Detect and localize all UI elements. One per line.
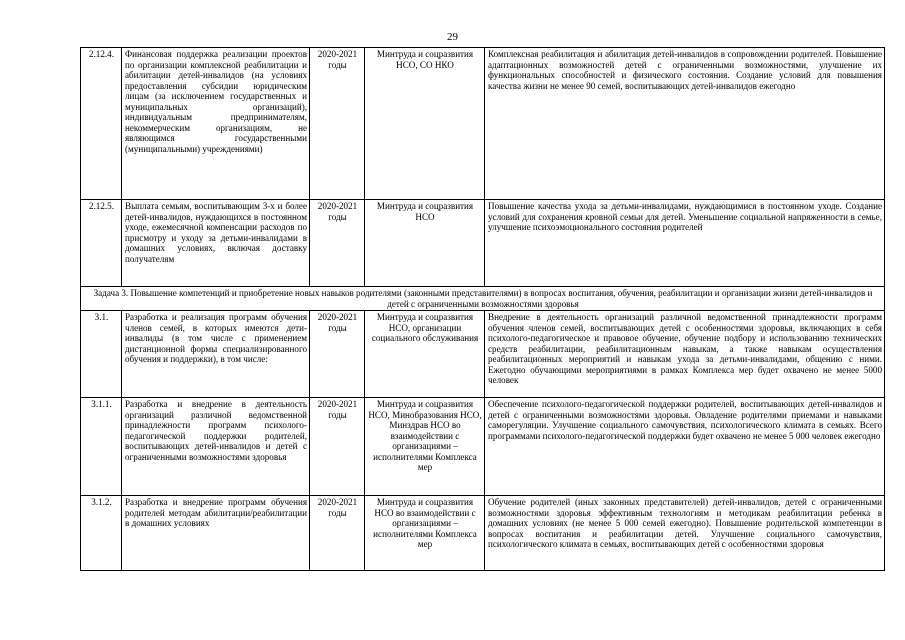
table-row [81,200,885,287]
responsible-executors: Минтруда и соцразвития НСО [365,200,485,287]
expected-result: Комплексная реабилитация и абилитация детей-инвалидов в сопровождении родителей. Повышение адаптационных возможностей детей с ограниченными возможностями, улучшение их функциональных способностей и физического состояния. Создание условий для повышения качества жизни не менее 90 семей, воспитывающих детей-инвалидов ежегодно [485,48,885,200]
expected-result: Обеспечение психолого-педагогической поддержки родителей, воспитывающих детей-инвалидов и детей с ограниченными возможностями здоровья. Овладение родителями приемами и навыками саморегуляции. Улучшение социального самочувствия, психологического климата в семьях. Всего программами психолого-педагогической поддержки будет охвачено не менее 5 000 человек ежегодно [485,398,885,496]
implementation-period: 2020-2021 годы [310,48,365,200]
responsible-executors: Минтруда и соцразвития НСО во взаимодействии с организациями – исполнителями Комплекса мер [365,496,485,571]
implementation-period: 2020-2021 годы [310,496,365,571]
responsible-executors: Минтруда и соцразвития НСО, Минобразования НСО, Минздрав НСО во взаимодействии с организациями – исполнителями Комплекса мер [365,398,485,496]
row-number: 3.1.2. [81,496,122,571]
table-row [81,311,885,398]
expected-result: Обучение родителей (иных законных представителей) детей-инвалидов, детей с ограниченными возможностями здоровья эффективным технологиям и методикам реабилитации ребенка в домашних условиях (не менее 5 000 семей ежегодно). Повышение родительской компетенции в вопросах воспитания и реабилитации детей. Улучшение социального самочувствия, психологического климата в семьях, воспитывающих детей с особенностями здоровья [485,496,885,571]
measure-description: Разработка и внедрение программ обучения родителей методам абилитации/реабилитации в домашних условиях [122,496,310,571]
measure-description: Выплата семьям, воспитывающим 3-х и более детей-инвалидов, нуждающихся в постоянном уходе, ежемесячной компенсации расходов по присмотру и уходу за детьми-инвалидами в домашних условиях, включая доставку получателям [122,200,310,287]
responsible-executors: Минтруда и соцразвития НСО, СО НКО [365,48,485,200]
page-number: 29 [447,31,458,43]
implementation-period: 2020-2021 годы [310,311,365,398]
expected-result: Внедрение в деятельность организаций различной ведомственной принадлежности программ обучения членов семей, воспитывающих детей с особенностями здоровья, включающих в себя психолого-педагогическое и правовое обучение, обучение подбору и использованию технических средств реабилитации, реабилитационным навыкам, а также навыкам осуществления реабилитационных мероприятий и навыкам ухода за детьми-инвалидами, общению с ними. Ежегодно обучающими мероприятиями в рамках Комплекса мер будет охвачено не менее 5000 человек [485,311,885,398]
task-heading-row [81,287,885,311]
measure-description: Разработка и реализация программ обучения членов семей, в которых имеются дети-инвалиды (в том числе с применением дистанционной формы специализированного обучения и поддержки), в том числе: [122,311,310,398]
table-row [81,496,885,571]
measures-table [80,47,885,571]
measure-description: Разработка и внедрение в деятельность организаций различной ведомственной принадлежности программ психолого-педагогической поддержки родителей, воспитывающих детей-инвалидов и детей с ограниченными возможностями здоровья [122,398,310,496]
row-number: 3.1.1. [81,398,122,496]
measure-description: Финансовая поддержка реализации проектов по организации комплексной реабилитации и абилитации детей-инвалидов (на условиях предоставления субсидии юридическим лицам (за исключением государственных и муниципальных организаций), индивидуальным предпринимателям, некоммерческим организациям, не являющимся государственными (муниципальными) учреждениями) [122,48,310,200]
row-number: 3.1. [81,311,122,398]
table-row [81,48,885,200]
task-heading: Задача 3. Повышение компетенций и приобретение новых навыков родителями (законными представителями) в вопросах воспитания, обучения, реабилитации и организации жизни детей-инвалидов и детей с ограниченными возможностями здоровья [81,287,885,311]
implementation-period: 2020-2021 годы [310,398,365,496]
row-number: 2.12.4. [81,48,122,200]
implementation-period: 2020-2021 годы [310,200,365,287]
row-number: 2.12.5. [81,200,122,287]
responsible-executors: Минтруда и соцразвития НСО, организации социального обслуживания [365,311,485,398]
table-row [81,398,885,496]
expected-result: Повышение качества ухода за детьми-инвалидами, нуждающимися в постоянном уходе. Создание условий для сохранения кровной семьи для детей. Уменьшение социальной напряженности в семье, улучшение психоэмоционального состояния родителей [485,200,885,287]
